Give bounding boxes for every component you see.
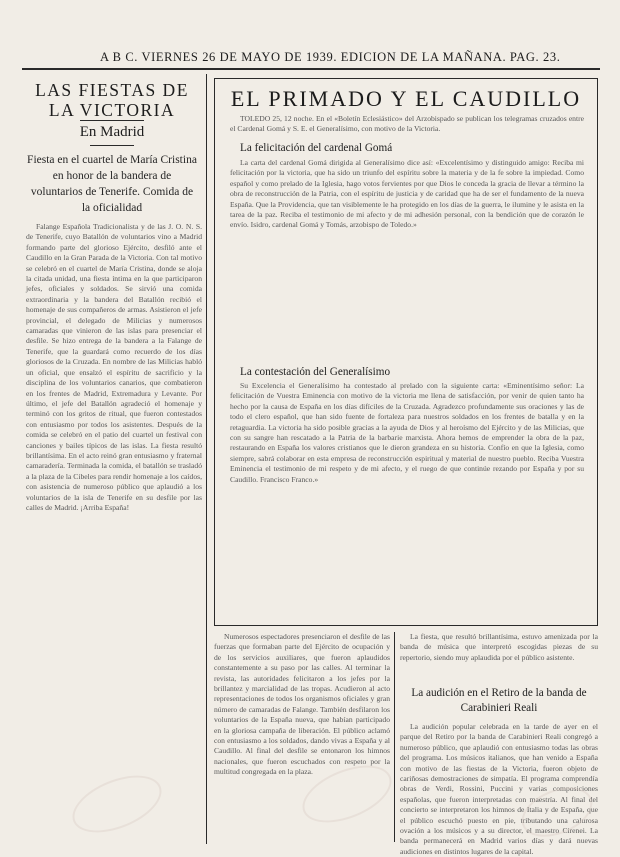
left-article-body: Falange Española Tradicionalista y de las J. O. N. S. de Tenerife, cuyo Batallón de voluntarios vino a Madrid formando parte del glorioso Ejército, desfiló ante el Caudillo en la Gran Parada de la Victoria. Con tal motivo se celebró en el cuartel de María Cristina, donde se aloja la citada unidad, una fiesta íntima en la que participaron jefes, oficiales y soldados. Se sirvió una comida extraordinaria y la bandera del Batallón recibió el homenaje de sus compañeros de armas. Asistieron el jefe provincial, el delegado de Milicias y numerosos camaradas que vinieron de las islas para presenciar el desfile. Se hizo entrega de la bandera a la Falange de Tenerife, que la guardará como recuerdo de los días gloriosos de la Cruzada. En nombre de las Milicias habló un oficial, que ensalzó el espíritu de sacrificio y la disciplina de los voluntarios canarios, que combatieron en los frentes de Madrid, Extremadura y Levante. Por último, el jefe del Batallón agradeció el homenaje y terminó con los gritos de ritual, que fueron contestados con entusiasmo por todos los asistentes. Después de la comida se celebró en el patio del cuartel un festival con canciones y bailes típicos de las islas. La fiesta resultó brillantísima. En el acto reinó gran entusiasmo y fraternal camaradería. Terminada la comida, el batallón se trasladó a la plaza de la Cibeles para rendir homenaje a los caídos, con asistencia de numeroso público que aplaudió a los voluntarios de la isla de Tenerife en su desfile por las calles de Madrid. ¡Arriba España!	[26, 222, 202, 512]
section2-body: Su Excelencia el Generalísimo ha contestado al prelado con la siguiente carta: «Eminentísimo señor: La felicitación de Vuestra Eminencia con motivo de la victoria me llena de satisfacción, por venir de quien tanto ha hecho por la causa de España en los días difíciles de la Cruzada. Agradezco profundamente sus oraciones y las de todo el clero español, que han sido fuente de fortaleza para nuestros soldados en los frentes de batalla y en la retaguardia. La victoria ha sido posible gracias a la ayuda de Dios y al heroísmo del Ejército y de las Milicias, que con su sangre han rescatado a la Patria de la barbarie marxista. Ahora hemos de emprender la obra de la paz, restaurando en España los valores cristianos que le dieron grandeza en su historia. Confío en que la Iglesia, como siempre, sabrá colaborar en esta empresa de reconstrucción espiritual y material de nuestro pueblo. Reciba Vuestra Eminencia el testimonio de mi respeto y de mi afecto, y el ruego de que continúe rezando por España y por su Caudillo. Francisco Franco.»	[230, 381, 584, 484]
masthead-rule	[22, 68, 600, 70]
right-bottom-body: La audición popular celebrada en la tarde de ayer en el parque del Retiro por la banda de Carabinieri Reali congregó a numeroso público, que aplaudió con entusiasmo todas las obras del programa. Los músicos italianos, que han venido a España con motivo de las fiestas de la Victoria, fueron objeto de cariñosas demostraciones de simpatía. El programa comprendía obras de Verdi, Rossini, Puccini y varias composiciones españolas, que fueron interpretadas con maestría. Al final del concierto se interpretaron los himnos de Italia y de España, que el público escuchó puesto en pie, tributando una calurosa ovación a los músicos y a su director, el maestro Cirenei. La banda permanecerá en Madrid varios días y dará nuevas audiciones en distintos lugares de la capital.	[400, 722, 598, 856]
left-third-headline: Fiesta en el cuartel de María Cristina en honor de la bandera de voluntarios de Tenerife. Comida de la oficialidad	[27, 154, 197, 214]
section1-heading: La felicitación del cardenal Gomá	[240, 142, 393, 154]
right-bottom-top-body: La fiesta, que resultó brillantísima, estuvo amenizada por la banda de música que interpretó escogidas piezas de su repertorio, siendo muy aplaudida por el público asistente.	[400, 632, 598, 662]
middle-bottom-body: Numerosos espectadores presenciaron el desfile de las fuerzas que formaban parte del Ejército de ocupación y de los servicios auxiliares, que fueron aplaudidos constantemente a su paso por las calles. Al terminar la revista, las autoridades felicitaron a los jefes por la brillantez y marcialidad de las tropas. Acudieron al acto representaciones de todos los organismos oficiales y gran número de camaradas de Falange. También desfilaron los voluntarios de la España nueva, que habían participado en la gloriosa campaña de liberación. El público aclamó con entusiasmo a los soldados, dando vivas a España y al Caudillo. Al final del desfile se entonaron los himnos nacionales, que fueron escuchados con respeto por la multitud congregada en la plaza.	[214, 632, 390, 777]
right-bottom-headline: La audición en el Retiro de la banda de Carabinieri Reali	[411, 687, 587, 714]
column-rule-right	[394, 632, 395, 842]
left-divider-1	[80, 120, 144, 121]
section2-heading: La contestación del Generalísimo	[240, 366, 391, 378]
left-subheadline: En Madrid	[79, 124, 145, 140]
column-rule-left	[206, 74, 207, 844]
section1-body: La carta del cardenal Gomá dirigida al Generalísimo dice así: «Excelentísimo y distinguido amigo: Reciba mi felicitación por la victoria, que ha sido un triunfo del espíritu sobre la materia y de la fe sobre la impiedad. Como español y como prelado de la Iglesia, hago votos fervientes por que Dios le conceda la gracia de llevar a término la obra de reconstrucción de la Patria, con el espíritu de justicia y de caridad que ha de ser el fundamento de la nueva España. Que la Providencia, que tan visiblemente le ha protegido en los días de la guerra, le ilumine y le asista en la tarea de la paz. Reciba el testimonio de mi afecto y de mi adhesión personal, con la bendición que de corazón le envío. Isidro, cardenal Gomá y Tomás, arzobispo de Toledo.»	[230, 158, 584, 230]
box-title: EL PRIMADO Y EL CAUDILLO	[230, 86, 582, 111]
left-headline: LAS FIESTAS DE LA VICTORIA	[35, 80, 189, 120]
left-divider-2	[90, 145, 134, 146]
masthead: A B C. VIERNES 26 DE MAYO DE 1939. EDICION DE LA MAÑANA. PAG. 23.	[100, 50, 561, 64]
box-intro: TOLEDO 25, 12 noche. En el «Boletín Eclesiástico» del Arzobispado se publican los telegramas cruzados entre el Cardenal Gomá y S. E. el Generalísimo, con motivo de la Victoria.	[230, 114, 584, 134]
